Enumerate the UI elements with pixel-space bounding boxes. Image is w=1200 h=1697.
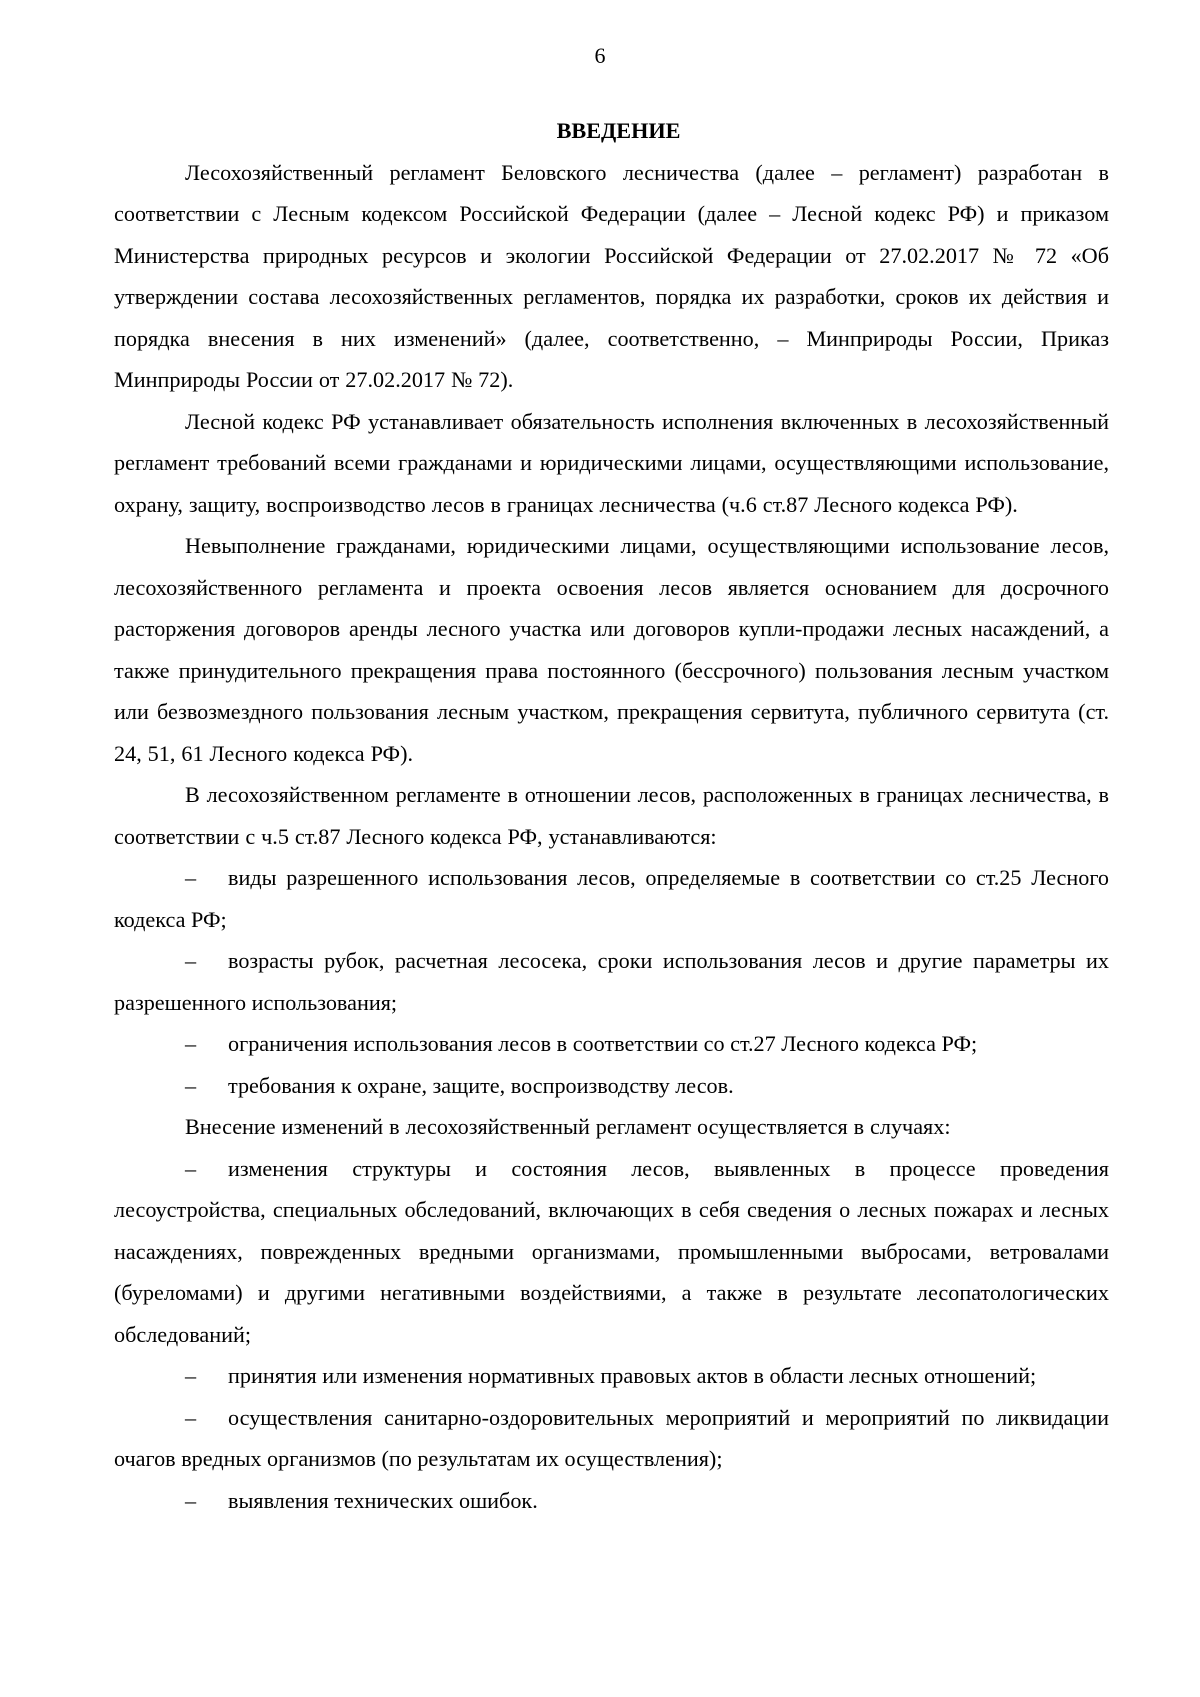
list-item bbox=[114, 1148, 1109, 1356]
list-item-text: ограничения использования лесов в соответствии со ст.27 Лесного кодекса РФ; bbox=[228, 1031, 978, 1056]
list-item bbox=[114, 1065, 1109, 1107]
list-item-text: требования к охране, защите, воспроизводству лесов. bbox=[228, 1072, 734, 1098]
paragraph-established: В лесохозяйственном регламенте в отношении лесов, расположенных в границах лесничества, в соответствии с ч.5 ст.87 Лесного кодекса РФ, устанавливаются: bbox=[114, 782, 1109, 849]
list-item bbox=[114, 1023, 1109, 1065]
list-item bbox=[114, 857, 1109, 940]
list-item bbox=[114, 1480, 1109, 1522]
dash-marker: – bbox=[185, 1487, 197, 1513]
list-item-text: выявления технических ошибок. bbox=[228, 1487, 538, 1513]
dash-marker: – bbox=[185, 1031, 197, 1056]
paragraph-intro: Лесохозяйственный регламент Беловского лесничества (далее – регламент) разработан в соответствии с Лесным кодексом Российской Федерации (далее – Лесной кодекс РФ) и приказом Министерства природных ресурсов и экологии Российской Федерации от 27.02.2017 № 72 «Об утверждении состава лесохозяйственных регламентов, порядка их разработки, сроков их действия и порядка внесения в них изменений» (далее, соответственно, – Минприроды России, Приказ Минприроды России от 27.02.2017 № 72). bbox=[114, 159, 1109, 392]
paragraph-changes: Внесение изменений в лесохозяйственный регламент осуществляется в случаях: bbox=[185, 1114, 951, 1139]
dash-marker: – bbox=[185, 1404, 197, 1430]
paragraph-obligation: Лесной кодекс РФ устанавливает обязательность исполнения включенных в лесохозяйственный регламент требований всеми гражданами и юридическими лицами, осуществляющими использование, охрану, защиту, воспроизводство лесов в границах лесничества (ч.6 ст.87 Лесного кодекса РФ). bbox=[114, 408, 1109, 517]
paragraph-non-compliance: Невыполнение гражданами, юридическими лицами, осуществляющими использование лесов, лесохозяйственного регламента и проекта освоения лесов является основанием для досрочного расторжения договоров аренды лесного участка или договоров купли-продажи лесных насаждений, а также принудительного прекращения права постоянного (бессрочного) пользования лесным участком или безвозмездного пользования лесным участком, прекращения сервитута, публичного сервитута (ст. 24, 51, 61 Лесного кодекса РФ). bbox=[114, 533, 1109, 766]
list-item-text: возрасты рубок, расчетная лесосека, сроки использования лесов и другие параметры их разрешенного использования; bbox=[114, 948, 1109, 1015]
dash-marker: – bbox=[185, 948, 197, 973]
list-item-text: осуществления санитарно-оздоровительных мероприятий и мероприятий по ликвидации очагов вредных организмов (по результатам их осуществления); bbox=[114, 1404, 1109, 1471]
list-item bbox=[114, 1397, 1109, 1480]
page-number: 6 bbox=[594, 43, 606, 68]
dash-marker: – bbox=[185, 1363, 197, 1388]
section-heading: ВВЕДЕНИЕ bbox=[556, 118, 681, 143]
document-body bbox=[114, 110, 1109, 1521]
list-item bbox=[114, 1355, 1109, 1397]
list-item-text: изменения структуры и состояния лесов, выявленных в процессе проведения лесоустройства, специальных обследований, включающих в себя сведения о лесных пожарах и лесных насаждениях, поврежденных вредными организмами, промышленными выбросами, ветровалами (буреломами) и другими негативными воздействиями, а также в результате лесопатологических обследований; bbox=[114, 1155, 1109, 1347]
dash-marker: – bbox=[185, 865, 197, 890]
dash-marker: – bbox=[185, 1072, 197, 1098]
list-item bbox=[114, 940, 1109, 1023]
list-item-text: принятия или изменения нормативных правовых актов в области лесных отношений; bbox=[228, 1363, 1037, 1388]
list-item-text: виды разрешенного использования лесов, определяемые в соответствии со ст.25 Лесного кодекса РФ; bbox=[114, 865, 1109, 932]
dash-marker: – bbox=[185, 1155, 197, 1181]
